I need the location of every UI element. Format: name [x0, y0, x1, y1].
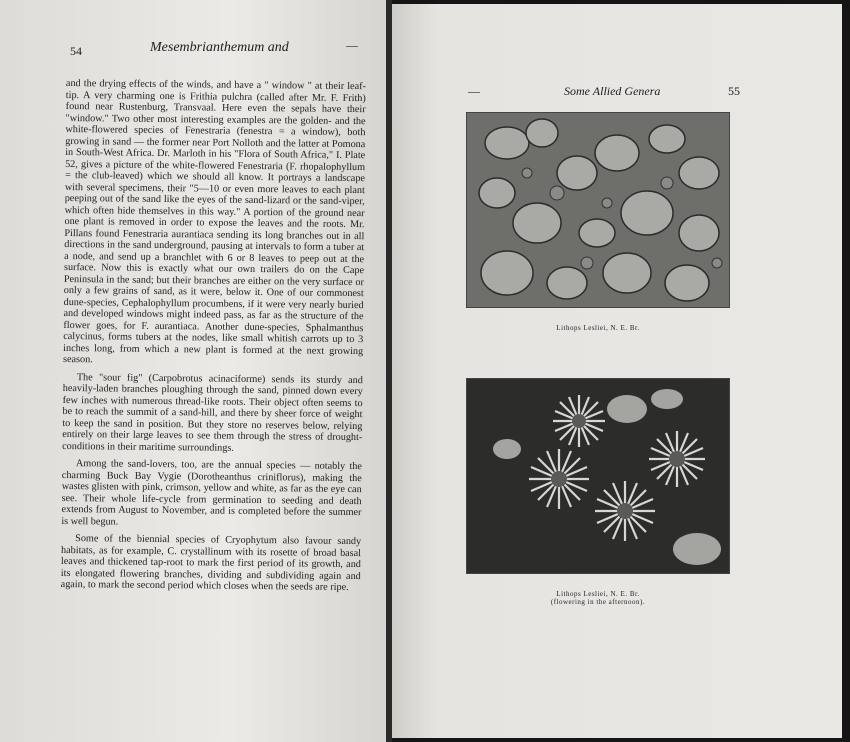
photo-caption: [466, 590, 730, 606]
lithops-flowering-photo: [466, 378, 730, 574]
header-dash: —: [468, 84, 480, 98]
paragraph: Some of the biennial species of Cryophytum also favour sandy habitats, as for example, C. crystallinum with its rosette of broad basal leaves and thickened tap-root to mark the first period of its growth, and its elongated flowering branches, dividing and subdividing again and again, to mark the second period which closes when the seeds are ripe.: [60, 533, 362, 593]
caption-line: (flowering in the afternoon).: [550, 598, 646, 606]
body-text: [61, 78, 366, 600]
lithops-stones-illustration: [467, 113, 730, 308]
lithops-flowers-illustration: [467, 379, 730, 574]
right-page: [392, 4, 842, 738]
paragraph: Among the sand-lovers, too, are the annual species — notably the charming Buck Bay Vygie (Dorotheanthus criniflorus), making the wastes glisten with pink, crimson, yellow and white, as far as the eye can see. Their whole life-cycle from germination to seeding and death extends from August to November, and is completed before the summer is well begun.: [61, 458, 363, 528]
header-dash: —: [346, 38, 358, 52]
caption-line: Lithops Lesliei, N. E. Br.: [556, 590, 640, 598]
page-number: 54: [70, 44, 82, 58]
running-title: Mesembrianthemum and: [150, 40, 289, 55]
paragraph: and the drying effects of the winds, and have a " window " at their leaf-tip. A very charming one is Frithia pulchra (called after Mr. F. Frith) found near Rustenburg, Transvaal. Here even the sepals have their "window." Two other most interesting examples are the golden- and the white-flowered species of Fenestraria (fenestra = a window), both growing in sand — the former near Port Nolloth and the latter at Pomona in South-West Africa. Dr. Marloth in his "Flora of South Africa," I. Plate 52, gives a picture of the white-flowered Fenestraria (F. rhopalophyllum = the club-leaved) which we should all know. It portrays a landscape with several specimens, their "5—10 or even more leaves to each plant peeping out of the sand like the eyes of the sand-lizard or the sand-viper, which often hide themselves in this way." A portion of the ground near one plant is removed in order to expose the leaves and the roots. Mr. Pillans found Fenestraria aurantiaca sending its long branches out in all directions in the sand underground, pausing at intervals to form a tuber at a node, and send up a branchlet with 6 or 8 leaves to peep out at the surface. Now this is exactly what our own trailers do on the Cape Peninsula in the sand; but their branches are either on the very surface or only a few grains of sand, as it were, below it. One of our commonest dune-species, Cephalophyllum procumbens, if it were very nearly buried and developed windows might indeed pass, as far as the structure of the flower goes, for F. aurantiaca. Another dune-species, Sphalmanthus calycinus, forms tubers at the nodes, like small whitish carrots up to 3 inches long, from which a new plant is formed at the next growing season.: [62, 78, 366, 366]
left-page: [0, 0, 386, 742]
photo-caption: Lithops Lesliei, N. E. Br.: [556, 324, 640, 332]
paragraph: The "sour fig" (Carpobrotus acinaciforme) sends its sturdy and heavily-laden branches ploughing through the sand, pinned down every few inches with numerous thread-like roots. Their object often seems to be to reach the summit of a sand-hill, and there by sheer force of weight to keep the sand in position. But they store no reserves below, relying entirely on their large leaves to see them through the stress of drought-conditions in their maritime surroundings.: [62, 371, 363, 454]
lithops-stones-photo: [466, 112, 730, 308]
running-title: Some Allied Genera: [564, 84, 661, 98]
page-number: 55: [728, 84, 740, 98]
